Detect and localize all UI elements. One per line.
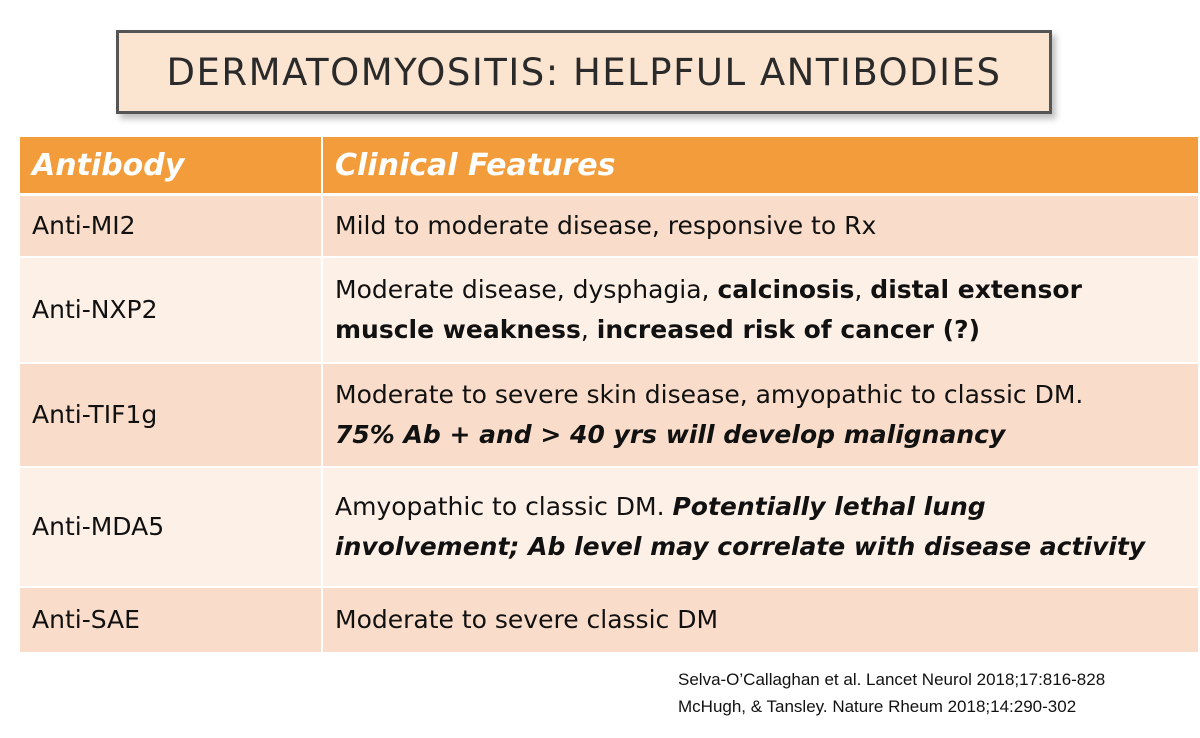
features-bold-italic-text: Potentially lethal lung <box>672 492 986 521</box>
features-text: , <box>580 315 597 344</box>
features-line <box>335 310 1192 350</box>
features-cell <box>322 363 1198 467</box>
table-row <box>20 467 1198 587</box>
table-header-row <box>20 137 1198 195</box>
antibody-cell: Anti-SAE <box>20 587 322 653</box>
features-line <box>335 415 1192 455</box>
features-line <box>335 527 1192 567</box>
references <box>678 666 1105 720</box>
antibody-cell: Anti-TIF1g <box>20 363 322 467</box>
features-bold-italic-text: 75% Ab + and > 40 yrs will develop malignancy <box>335 420 1006 449</box>
table-row <box>20 257 1198 363</box>
features-line <box>335 487 1192 527</box>
features-bold-text: distal extensor <box>870 275 1082 304</box>
features-bold-text: muscle weakness <box>335 315 581 344</box>
column-header-antibody: Antibody <box>20 137 322 195</box>
features-bold-italic-text: involvement; Ab level may correlate with disease activity <box>335 532 1146 561</box>
features-bold-text: calcinosis <box>717 275 855 304</box>
table-row <box>20 195 1198 258</box>
antibody-cell: Anti-MI2 <box>20 195 322 258</box>
title-box <box>116 30 1052 114</box>
antibody-cell: Anti-MDA5 <box>20 467 322 587</box>
features-line <box>335 375 1192 415</box>
antibody-table <box>20 137 1198 654</box>
table-row <box>20 363 1198 467</box>
features-bold-text: increased risk of cancer (?) <box>596 315 981 344</box>
column-header-clinical-features: Clinical Features <box>322 137 1198 195</box>
features-text: Moderate disease, dysphagia, <box>335 275 718 304</box>
features-text: Mild to moderate disease, responsive to Rx <box>335 211 877 240</box>
reference-line: McHugh, & Tansley. Nature Rheum 2018;14:290-302 <box>678 697 1077 716</box>
table-row <box>20 587 1198 653</box>
features-line <box>335 270 1192 310</box>
slide-title: DERMATOMYOSITIS: HELPFUL ANTIBODIES <box>166 50 1002 94</box>
antibody-cell: Anti-NXP2 <box>20 257 322 363</box>
features-text: , <box>854 275 871 304</box>
features-line <box>335 206 1192 246</box>
features-cell <box>322 257 1198 363</box>
features-cell <box>322 587 1198 653</box>
features-text: Amyopathic to classic DM. <box>335 492 673 521</box>
features-cell <box>322 467 1198 587</box>
features-text: Moderate to severe skin disease, amyopathic to classic DM. <box>335 380 1084 409</box>
features-cell <box>322 195 1198 258</box>
reference-line: Selva-O’Callaghan et al. Lancet Neurol 2018;17:816-828 <box>678 670 1106 689</box>
features-text: Moderate to severe classic DM <box>335 605 719 634</box>
features-line <box>335 600 1192 640</box>
